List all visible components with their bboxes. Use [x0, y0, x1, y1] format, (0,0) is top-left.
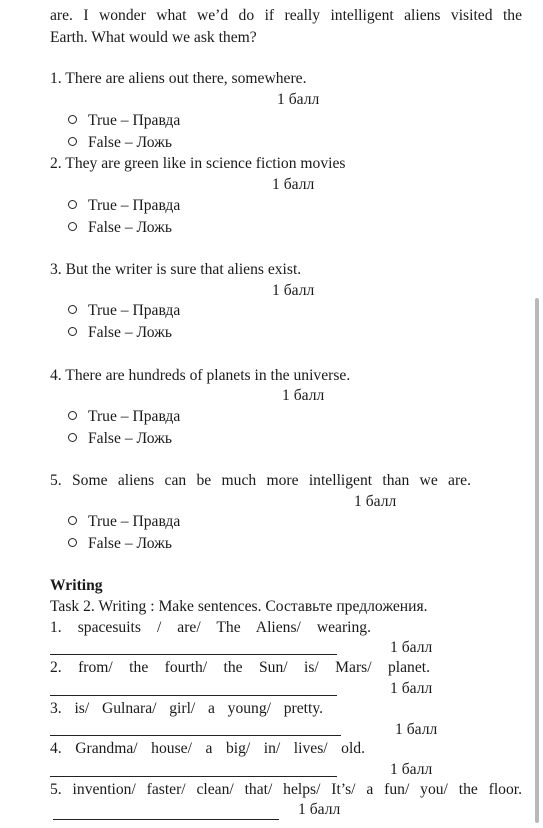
radio-circle-icon [68, 115, 77, 124]
radio-circle-icon [68, 433, 77, 442]
answer-line-4[interactable] [50, 776, 337, 777]
option-label: False – Ложь [88, 219, 172, 236]
question-3-option-false[interactable] [68, 323, 172, 343]
option-label: False – Ложь [88, 430, 172, 447]
intro-line-2: Earth. What would we ask them? [50, 29, 257, 46]
radio-circle-icon [68, 222, 77, 231]
option-label: False – Ложь [88, 134, 172, 151]
option-label: True – Правда [88, 513, 181, 530]
answer-line-5[interactable] [53, 819, 279, 820]
question-5-option-true[interactable] [68, 512, 180, 532]
question-4-option-true[interactable] [68, 407, 180, 427]
writing-heading: Writing [50, 577, 103, 594]
writing-item-4: 4. Grandma/ house/ a big/ in/ lives/ old. [50, 740, 365, 757]
option-label: True – Правда [88, 302, 181, 319]
writing-item-2-points: 1 балл [390, 680, 433, 697]
writing-item-3-points: 1 балл [395, 721, 438, 738]
radio-circle-icon [68, 538, 77, 547]
cut-off-text-fragment [0, 0, 543, 4]
answer-line-3[interactable] [50, 735, 341, 736]
option-label: True – Правда [88, 408, 181, 425]
option-label: False – Ложь [88, 324, 172, 341]
radio-circle-icon [68, 411, 77, 420]
answer-line-1[interactable] [50, 654, 337, 655]
radio-circle-icon [68, 305, 77, 314]
question-2-option-false[interactable] [68, 218, 172, 238]
question-5-points: 1 балл [354, 493, 397, 510]
vertical-scrollbar[interactable] [535, 298, 539, 823]
writing-item-4-points: 1 балл [390, 761, 433, 778]
option-label: False – Ложь [88, 535, 172, 552]
radio-circle-icon [68, 137, 77, 146]
writing-item-3: 3. is/ Gulnara/ girl/ a young/ pretty. [50, 700, 323, 717]
answer-line-2[interactable] [50, 695, 337, 696]
question-4: 4. There are hundreds of planets in the universe. [50, 367, 351, 384]
option-label: True – Правда [88, 197, 181, 214]
question-3-points: 1 балл [272, 282, 315, 299]
writing-item-1: 1. spacesuits / are/ The Aliens/ wearing. [50, 619, 371, 636]
question-2-option-true[interactable] [68, 196, 180, 216]
writing-item-5-points: 1 балл [298, 801, 341, 818]
question-1-option-true[interactable] [68, 111, 180, 131]
question-4-points: 1 балл [282, 387, 325, 404]
question-2: 2. They are green like in science fiction movies [50, 155, 346, 172]
writing-item-1-points: 1 балл [390, 639, 433, 656]
writing-task: Task 2. Writing : Make sentences. Составьте предложения. [50, 598, 428, 615]
option-label: True – Правда [88, 112, 181, 129]
question-1-points: 1 балл [277, 91, 320, 108]
radio-circle-icon [68, 327, 77, 336]
writing-item-2: 2. from/ the fourth/ the Sun/ is/ Mars/ planet. [50, 659, 430, 676]
radio-circle-icon [68, 200, 77, 209]
question-3-option-true[interactable] [68, 301, 180, 321]
radio-circle-icon [68, 516, 77, 525]
question-5: 5. Some aliens can be much more intelligent than we are. [50, 472, 471, 489]
question-2-points: 1 балл [272, 176, 315, 193]
question-5-option-false[interactable] [68, 534, 172, 554]
question-4-option-false[interactable] [68, 429, 172, 449]
question-1-option-false[interactable] [68, 133, 172, 153]
writing-item-5: 5. invention/ faster/ clean/ that/ helps/ It’s/ a fun/ you/ the floor. [50, 781, 522, 798]
question-1: 1. There are aliens out there, somewhere. [50, 70, 307, 87]
intro-line-1: are. I wonder what we’d do if really intelligent aliens visited the [50, 7, 522, 24]
question-3: 3. But the writer is sure that aliens exist. [50, 261, 302, 278]
